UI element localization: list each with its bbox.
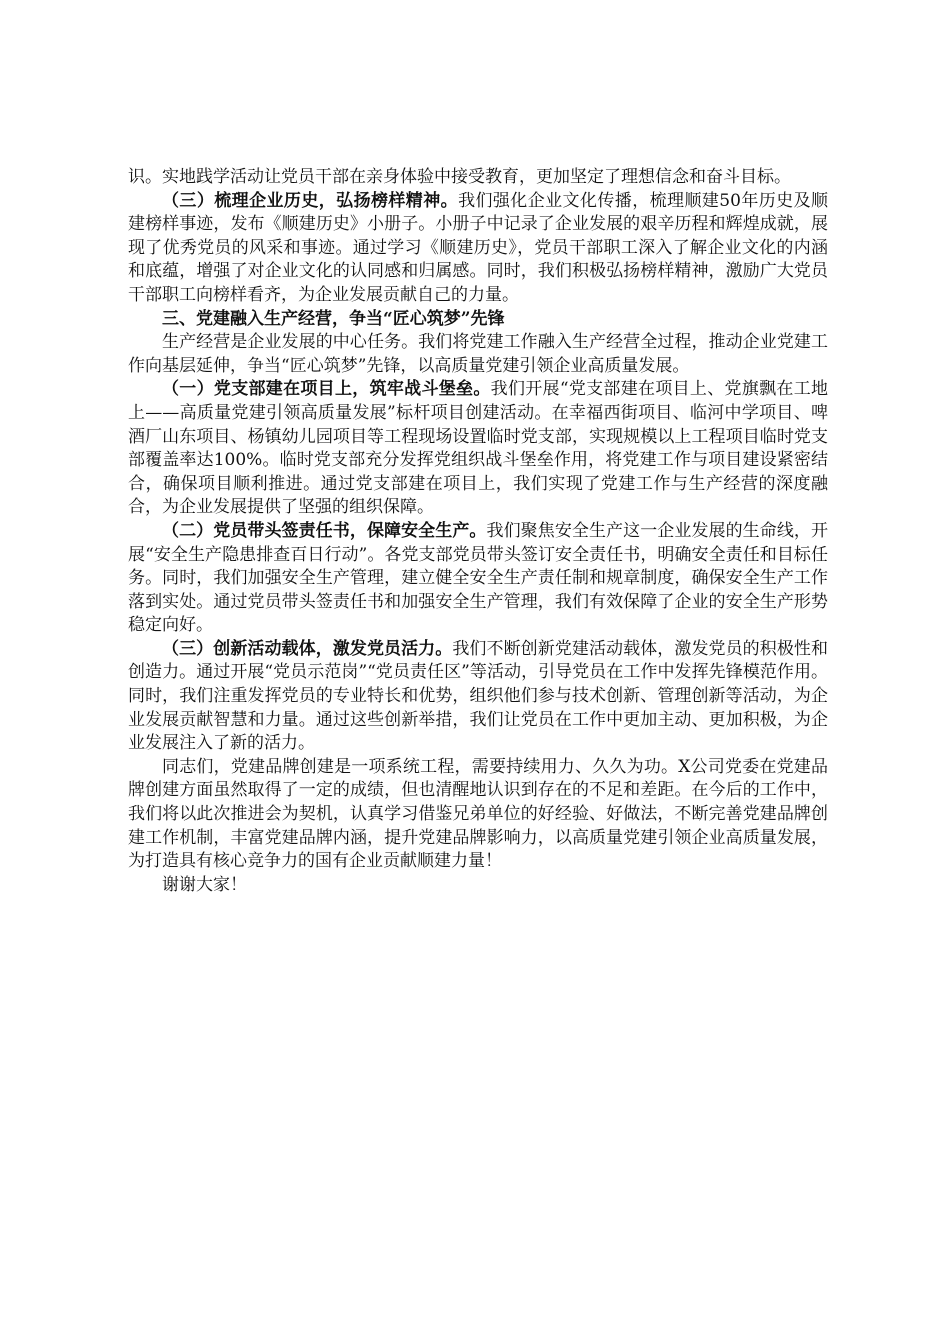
paragraph-closing: 同志们，党建品牌创建是一项系统工程，需要持续用力、久久为功。X公司党委在党建品牌创建方面虽然取得了一定的成绩，但也清醒地认识到存在的不足和差距。在今后的工作中，我们将以此次推进会为契机，认真学习借鉴兄弟单位的好经验、好做法，不断完善党建品牌创建工作机制，丰富党建品牌内涵，提升党建品牌影响力，以高质量党建引领企业高质量发展，为打造具有核心竞争力的国有企业贡献顺建力量！ [128,756,828,872]
paragraph-lead: （二）党员带头签责任书，保障安全生产。 [162,520,487,541]
document-body [128,166,828,897]
paragraph-continuation: 识。实地践学活动让党员干部在亲身体验中接受教育，更加坚定了理想信念和奋斗目标。 [128,167,791,187]
paragraph-safety [128,520,828,638]
paragraph-history [128,190,828,308]
paragraph-text: 我们聚焦安全生产这一企业发展的生命线，开展“安全生产隐患排查百日行动”。各党支部党员带头签订安全责任书，明确安全责任和目标任务。同时，我们加强安全生产管理，建立健全安全生产责任制和规章制度，确保安全生产工作落到实处。通过党员带头签责任书和加强安全生产管理，我们有效保障了企业的安全生产形势稳定向好。 [128,520,828,636]
paragraph-lead: （一）党支部建在项目上，筑牢战斗堡垒。 [162,379,491,400]
paragraph-innovation [128,638,828,756]
paragraph-text: 我们不断创新党建活动载体，激发党员的积极性和创造力。通过开展“党员示范岗”“党员责任区”等活动，引导党员在工作中发挥先锋模范作用。同时，我们注重发挥党员的专业特长和优势，组织他们参与技术创新、管理创新等活动，为企业发展贡献智慧和力量。通过这些创新举措，我们让党员在工作中更加主动、更加积极，为企业发展注入了新的活力。 [128,638,829,754]
paragraph-text: 我们强化企业文化传播，梳理顺建50年历史及顺建榜样事迹，发布《顺建历史》小册子。小册子中记录了企业发展的艰辛历程和辉煌成就，展现了优秀党员的风采和事迹。通过学习《顺建历史》，党员干部职工深入了解企业文化的内涵和底蕴，增强了对企业文化的认同感和归属感。同时，我们积极弘扬榜样精神，激励广大党员干部职工向榜样看齐，为企业发展贡献自己的力量。 [128,190,828,305]
paragraph-lead: （三）创新活动载体，激发党员活力。 [162,638,453,659]
section-heading: 三、党建融入生产经营，争当“匠心筑梦”先锋 [162,308,505,329]
paragraph-party-branch [128,378,828,520]
paragraph-thanks: 谢谢大家！ [162,874,247,895]
paragraph-text: 我们开展“党支部建在项目上、党旗飘在工地上——高质量党建引领高质量发展”标杆项目创建活动。在幸福西街项目、临河中学项目、啤酒厂山东项目、杨镇幼儿园项目等工程现场设置临时党支部，实现规模以上工程项目临时党支部覆盖率达100%。临时党支部充分发挥党组织战斗堡垒作用，将党建工作与项目建设紧密结合，确保项目顺利推进。通过党支部建在项目上，我们实现了党建工作与生产经营的深度融合，为企业发展提供了坚强的组织保障。 [128,379,828,518]
section-intro: 生产经营是企业发展的中心任务。我们将党建工作融入生产经营全过程，推动企业党建工作向基层延伸，争当“匠心筑梦”先锋，以高质量党建引领企业高质量发展。 [128,332,828,376]
paragraph-lead: （三）梳理企业历史，弘扬榜样精神。 [162,190,459,211]
